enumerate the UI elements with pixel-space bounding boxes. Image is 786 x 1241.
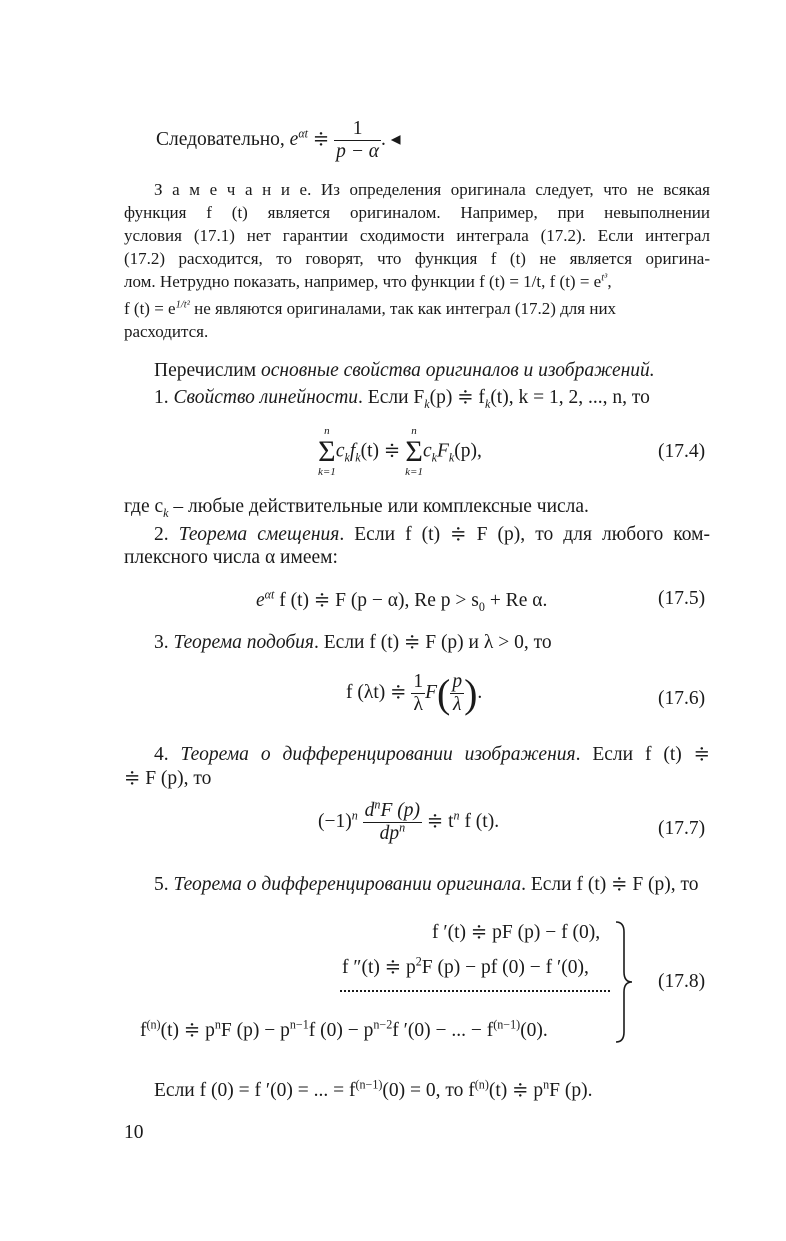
correspondence-sign: ≑ bbox=[308, 128, 335, 150]
equation-number-17-7: (17.7) bbox=[658, 818, 706, 839]
equation-17-7: $(-1)^n$ $\frac{d^nF (p)}{dp^n}$ ≑ $t^n$ f (t). bbox=[318, 797, 500, 844]
fraction-den: p − α bbox=[336, 141, 380, 162]
property-4-line: 4. Теорема о дифференцировании изображения. Если f (t) ≑ bbox=[154, 744, 711, 765]
remark-line-2: функция f (t) является оригиналом. Например, при невыполнении bbox=[124, 203, 710, 222]
equation-17-4: n Σ k=1 $c_kf_k(t)$ ≑ n Σ k=1 $c_kF_k(p)$, bbox=[318, 425, 482, 478]
remark-line-6: f $(t) = e^{1/t^2}$ не являются оригиналами, так как интеграл (17.2) для них bbox=[124, 299, 617, 318]
eq8-dotted-row bbox=[340, 990, 610, 992]
equation-number-17-5: (17.5) bbox=[658, 588, 706, 609]
sum-right: n Σ k=1 bbox=[405, 425, 423, 478]
equation-number-17-4: (17.4) bbox=[658, 441, 706, 462]
final-condition-line: Если f (0) = f ′(0) = ... = $f^{(n-1)}(0) = 0$, то $f^{(n)}(t)$ ≑ $p^nF$ (p). bbox=[154, 1077, 593, 1101]
eq8-row-1: f ′(t) ≑ pF (p) − f (0), bbox=[432, 922, 601, 943]
remark-line-5: лом. Нетрудно показать, например, что функции f (t) = 1/t, f $(t) = e^{t^3}$, bbox=[124, 272, 612, 291]
eq8-row-2: f ″(t) ≑ $p^2F$ (p) − pf (0) − f ′(0), bbox=[342, 954, 589, 978]
end-of-proof-mark: . ◂ bbox=[381, 128, 401, 150]
equation-number-17-6: (17.6) bbox=[658, 688, 706, 709]
conclusion-exp-sup: αt bbox=[298, 126, 309, 141]
remark-line-1: З а м е ч а н и е. Из определения оригинала следует, что не всякая bbox=[154, 180, 710, 199]
coefficients-line: где $c_k$ – любые действительные или комплексные числа. bbox=[124, 496, 589, 520]
sum-left: n Σ k=1 bbox=[318, 425, 336, 478]
remark-line-3: условия (17.1) нет гарантии сходимости интеграла (17.2). Если интеграл bbox=[124, 226, 710, 245]
eq8-row-4: $f^{(n)}(t)$ ≑ $p^nF$ $(p) - p^{n-1}f$ $(0) - p^{n-2}f$ ′(0) − ... − $f^{(n-1)}(0)$. bbox=[140, 1017, 548, 1041]
property-2-line: 2. Теорема смещения. Если f (t) ≑ F (p), то для любого ком- bbox=[154, 524, 711, 545]
property-5-line: 5. Теорема о дифференцировании оригинала. Если f (t) ≑ F (p), то bbox=[154, 874, 699, 895]
equation-17-5: $e^{\alpha t}$ f (t) ≑ F (p − α), Re $p > s_0 + Re$ α. bbox=[256, 587, 548, 614]
property-3-line: 3. Теорема подобия. Если f (t) ≑ F (p) и λ > 0, то bbox=[154, 632, 552, 653]
equation-number-17-8: (17.8) bbox=[658, 971, 706, 992]
conclusion-line bbox=[156, 118, 401, 163]
page-number: 10 bbox=[124, 1122, 144, 1143]
equation-17-6: f (λt) ≑ $\frac{1}{\lambda}$ F( $\frac{p}{\lambda}$ ). bbox=[346, 671, 483, 716]
remark-line-4: (17.2) расходится, то говорят, что функция f (t) не является оригина- bbox=[124, 249, 710, 268]
remark-line-7: расходится. bbox=[124, 322, 209, 341]
property-1-line: 1. Свойство линейности. Если $F_k(p)$ ≑ $f_k(t)$, k = 1, 2, ..., n, то bbox=[154, 387, 650, 411]
conclusion-exp: e bbox=[289, 128, 299, 150]
conclusion-fraction bbox=[334, 118, 381, 163]
right-brace-icon bbox=[612, 920, 638, 1044]
conclusion-lead: Следовательно, bbox=[156, 128, 290, 150]
fraction-num: 1 bbox=[352, 118, 363, 139]
property-4-line-2: ≑ F (p), то bbox=[124, 768, 212, 789]
properties-intro: Перечислим основные свойства оригиналов и изображений. bbox=[154, 360, 655, 381]
property-2-line-2: плексного числа α имеем: bbox=[124, 547, 338, 568]
